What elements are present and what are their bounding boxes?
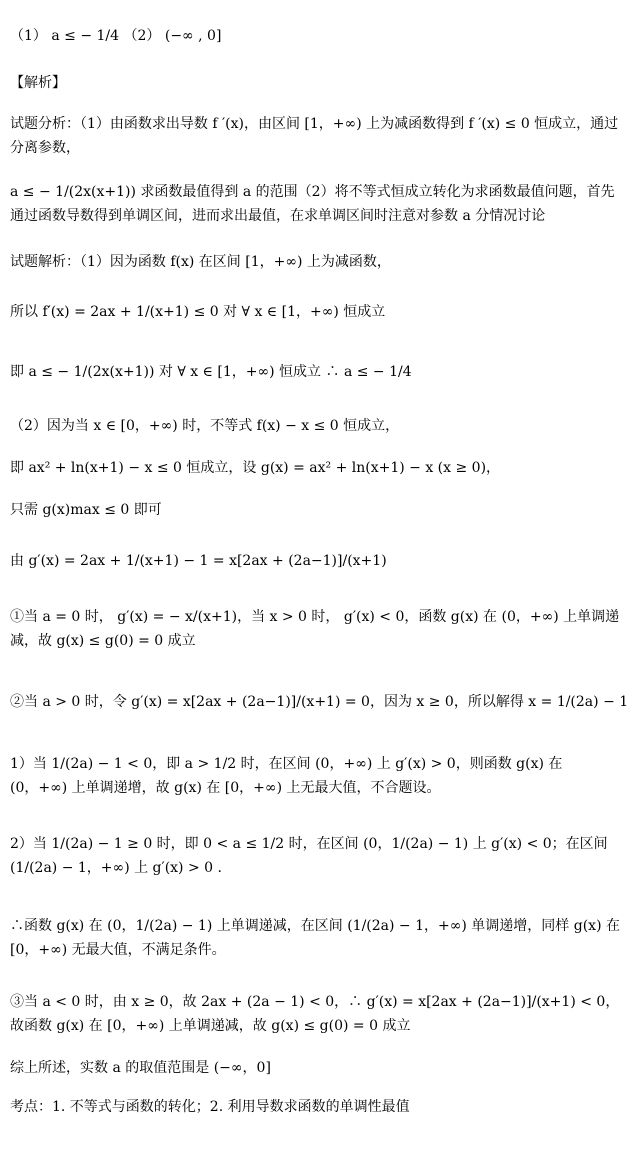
case-2-sub-1: 1）当 1/(2a) − 1 < 0，即 a > 1/2 时，在区间 (0，+∞) 上 g′(x) > 0，则函数 g(x) 在 (0，+∞) 上单调递增，故 g(x) 在 [0，+∞) 上无最大值，不合题设。 [10, 756, 563, 796]
solution-intro: 试题解析：（1）因为函数 f(x) 在区间 [1，+∞) 上为减函数， [10, 254, 391, 270]
analysis-header: 【解析】 [10, 75, 66, 91]
case-3: ③当 a < 0 时，由 x ≥ 0，故 2ax + (2a − 1) < 0，∴ g′(x) = x[2ax + (2a−1)]/(x+1) < 0，故函数 g(x) 在 [0，+∞) 上单调递减，故 g(x) ≤ g(0) = 0 成立 [10, 994, 620, 1034]
case-2: ②当 a > 0 时，令 g′(x) = x[2ax + (2a−1)]/(x+1) = 0，因为 x ≥ 0，所以解得 x = 1/(2a) − 1 [10, 694, 629, 710]
step-6: 由 g′(x) = 2ax + 1/(x+1) − 1 = x[2ax + (2a−1)]/(x+1) [10, 553, 387, 569]
step-1: 所以 f′(x) = 2ax + 1/(x+1) ≤ 0 对 ∀ x ∈ [1，+∞) 恒成立 [10, 304, 386, 320]
case-2-sub-2: 2）当 1/(2a) − 1 ≥ 0 时，即 0 < a ≤ 1/2 时，在区间 (0，1/(2a) − 1) 上 g′(x) < 0；在区间 (1/(2a) − 1，+∞) 上 g′(x) > 0 . [10, 836, 608, 876]
test-analysis-part2: a ≤ − 1/(2x(x+1)) 求函数最值得到 a 的范围（2）将不等式恒成立转化为求函数最值问题，首先通过函数导数得到单调区间，进而求出最值，在求单调区间时注意对参数 a 分情况讨论 [10, 184, 615, 224]
case-2-sub-3: ∴函数 g(x) 在 (0，1/(2a) − 1) 上单调递减，在区间 (1/(2a) − 1，+∞) 单调递增，同样 g(x) 在 [0，+∞) 无最大值，不满足条件。 [10, 918, 620, 958]
step-4: 即 ax² + ln(x+1) − x ≤ 0 恒成立，设 g(x) = ax² + ln(x+1) − x (x ≥ 0)， [10, 460, 501, 476]
step-3: （2）因为当 x ∈ [0，+∞) 时，不等式 f(x) − x ≤ 0 恒成立， [10, 418, 400, 434]
step-2: 即 a ≤ − 1/(2x(x+1)) 对 ∀ x ∈ [1，+∞) 恒成立 ∴ a ≤ − 1/4 [10, 364, 412, 380]
case-1: ①当 a = 0 时， g′(x) = − x/(x+1)，当 x > 0 时， g′(x) < 0，函数 g(x) 在 (0，+∞) 上单调递减，故 g(x) ≤ g(0) = 0 成立 [10, 609, 620, 649]
kaodian: 考点：1. 不等式与函数的转化；2. 利用导数求函数的单调性最值 [10, 1099, 410, 1115]
conclusion: 综上所述，实数 a 的取值范围是 (−∞，0] [10, 1060, 271, 1076]
answer-line: （1） a ≤ − 1/4 （2） (−∞ , 0] [10, 28, 222, 44]
test-analysis-part1: 试题分析：（1）由函数求出导数 f ′(x)，由区间 [1，+∞) 上为减函数得到 f ′(x) ≤ 0 恒成立，通过分离参数， [10, 116, 619, 156]
step-5: 只需 g(x)max ≤ 0 即可 [10, 502, 162, 518]
